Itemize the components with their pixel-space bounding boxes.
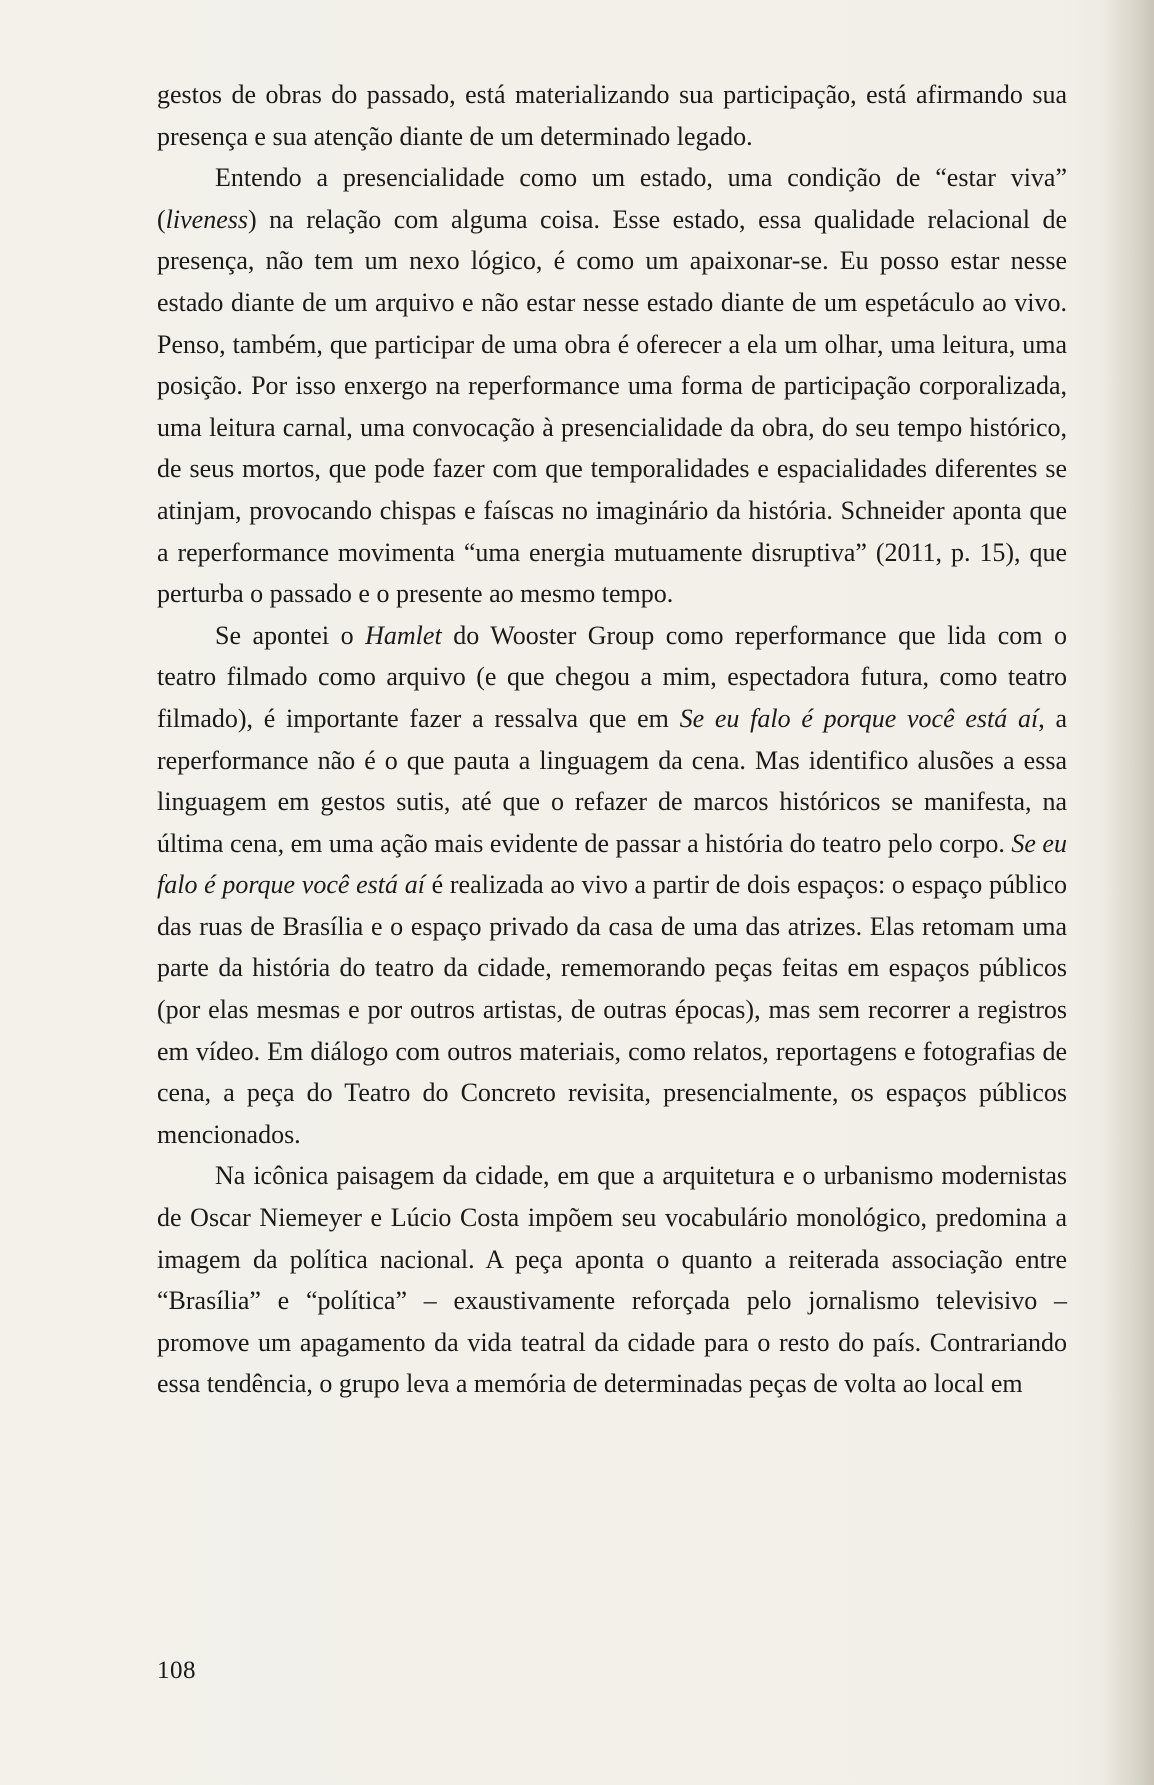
- text-run: ) na relação com alguma coisa. Esse estado, essa qualidade relacional de presença, não tem um nexo lógico, é como um apaixonar-se. Eu posso estar nesse estado diante de um arquivo e não estar nesse estado diante de um espetáculo ao vivo. Penso, também, que participar de uma obra é oferecer a ela um olhar, uma leitura, uma posição. Por isso enxergo na reperformance uma forma de participação corporalizada, uma leitura carnal, uma convocação à presencialidade da obra, do seu tempo histórico, de seus mortos, que pode fazer com que temporalidades e espacialidades diferentes se atinjam, provocando chispas e faíscas no imaginário da história. Schneider aponta que a reperformance movimenta “uma energia mutuamente disruptiva” (2011, p. 15), que perturba o passado e o presente ao mesmo tempo.: [157, 204, 1067, 609]
- text-run: Se apontei o: [215, 620, 366, 650]
- text-run: gestos de obras do passado, está materializando sua participação, está afirmando sua presença e sua atenção diante de um determinado legado.: [157, 80, 1067, 151]
- italic-text: Se eu falo é porque você está aí: [157, 828, 1067, 900]
- paragraph: [157, 615, 1067, 1156]
- paragraph: [157, 157, 1067, 615]
- text-run: Entendo a presencialidade como um estado, uma condição de “estar viva” (: [157, 163, 1067, 234]
- page-edge-shadow: [1104, 0, 1154, 1785]
- italic-text: Se eu falo é porque você está aí: [679, 703, 1039, 733]
- text-run: do Wooster Group como reperformance que lida com o teatro filmado como arquivo (e que chegou a mim, espectadora futura, como teatro filmado), é importante fazer a ressalva que em: [157, 620, 1068, 733]
- page-number: 108: [157, 1657, 196, 1684]
- italic-text: liveness: [165, 204, 248, 234]
- text-run: é realizada ao vivo a partir de dois espaços: o espaço público das ruas de Brasília e o espaço privado da casa de uma das atrizes. Elas retomam uma parte da história do teatro da cidade, rememorando peças feitas em espaços públicos (por elas mesmas e por outros artistas, de outras épocas), mas sem recorrer a registros em vídeo. Em diálogo com outros materiais, como relatos, reportagens e fotografias de cena, a peça do Teatro do Concreto revisita, presencialmente, os espaços públicos mencionados.: [157, 870, 1067, 1149]
- paragraph: [157, 74, 1067, 157]
- text-run: Na icônica paisagem da cidade, em que a arquitetura e o urbanismo modernistas de Oscar Niemeyer e Lúcio Costa impõem seu vocabulário monológico, predomina a imagem da política nacional. A peça aponta o quanto a reiterada associação entre “Brasília” e “política” – exaustivamente reforçada pelo jornalismo televisivo – promove um apagamento da vida teatral da cidade para o resto do país. Contrariando essa tendência, o grupo leva a memória de determinadas peças de volta ao local em: [157, 1161, 1067, 1399]
- text-run: , a reperformance não é o que pauta a linguagem da cena. Mas identifico alusões a essa linguagem em gestos sutis, até que o refazer de marcos históricos se manifesta, na última cena, em uma ação mais evidente de passar a história do teatro pelo corpo.: [157, 703, 1067, 858]
- italic-text: Hamlet: [365, 620, 442, 650]
- paragraph: [157, 1155, 1067, 1405]
- body-text: [157, 74, 1067, 1405]
